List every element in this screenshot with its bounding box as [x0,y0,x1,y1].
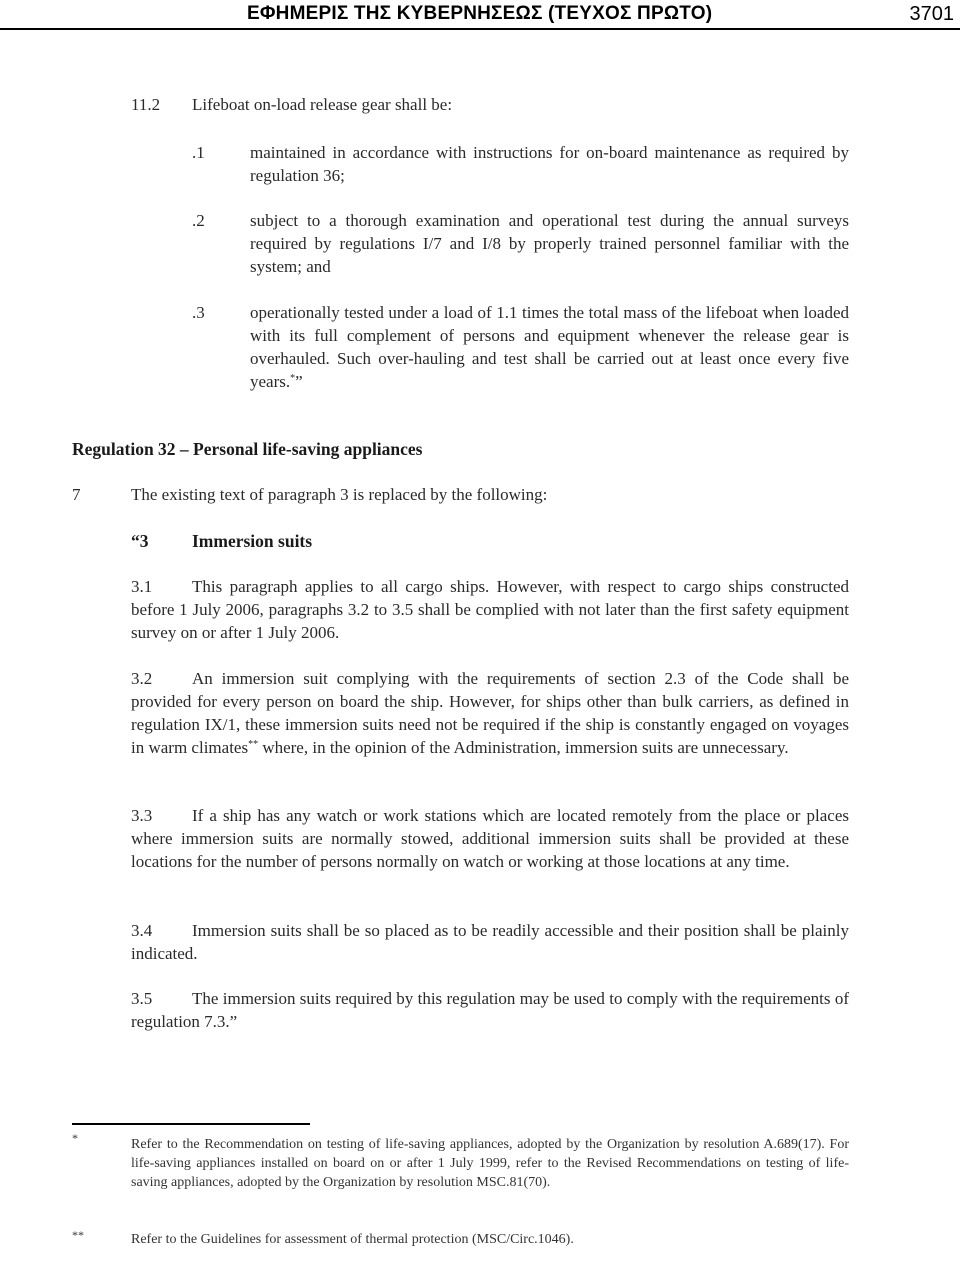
item-text: subject to a thorough examination and operational test during the annual surveys required by regulations I/7 and I/8 by properly trained personnel familiar with the system; and [250,211,849,276]
paragraph-3-2 [131,667,849,759]
regulation-heading: Regulation 32 – Personal life-saving appliances [72,439,423,459]
paragraph-number: 3.4 [131,921,153,940]
paragraph-text: This paragraph applies to all cargo ships. However, with respect to cargo ships constructed before 1 July 2006, paragraphs 3.2 to 3.5 shall be complied with not later than the first safety equipment survey on or after 1 July 2006. [131,577,849,642]
item-text: maintained in accordance with instructions for on-board maintenance as required by regulation 36; [250,143,849,185]
item-number: .3 [192,303,205,322]
footnote-ref[interactable]: ** [248,739,259,750]
subsection-title: Immersion suits [192,531,313,551]
footnote-mark: ** [72,1228,84,1242]
paragraph-text: If a ship has any watch or work stations which are located remotely from the place or places where immersion suits are normally stowed, additional immersion suits shall be provided at these locations for the number of persons normally on watch or working at those locations at any time. [131,806,849,871]
paragraph-text-cont: where, in the opinion of the Administration, immersion suits are unnecessary. [258,738,789,757]
item-number: .1 [192,143,205,162]
subsection-number: “3 [131,531,149,551]
item-text-content: operationally tested under a load of 1.1 times the total mass of the lifeboat when loaded with its full complement of persons and equipment whenever the release gear is overhauled. Such over-hauling and test shall be carried out at least once every five years. [250,303,849,391]
paragraph-3-4 [131,919,849,965]
paragraph-text: The existing text of paragraph 3 is replaced by the following: [131,485,548,504]
footnote-text: Refer to the Recommendation on testing of life-saving appliances, adopted by the Organization by resolution A.689(17). For life-saving appliances installed on board on or after 1 July 1999, refer to the Revised Recommendations on testing of life-saving appliances, adopted by the Organization by resolution MSC.81(70). [131,1137,849,1190]
item-number: .2 [192,211,205,230]
header-rule [0,28,960,30]
paragraph-number: 3.3 [131,806,153,825]
paragraph-3-5 [131,987,849,1033]
section-text: Lifeboat on-load release gear shall be: [192,95,453,114]
section-number: 11.2 [131,95,161,114]
paragraph-3-3 [131,804,849,873]
footnote-mark: * [72,1131,78,1145]
paragraph-number: 7 [72,485,81,504]
footnote-text: Refer to the Guidelines for assessment of thermal protection (MSC/Circ.1046). [131,1232,574,1247]
paragraph-number: 3.2 [131,669,153,688]
footnote-rule [72,1123,310,1125]
paragraph-text: An immersion suit complying with the requirements of section 2.3 of the Code shall be provided for every person on board the ship. However, for ships other than bulk carriers, as defined in regulation IX/1, these immersion suits need not be required if the ship is constantly engaged on voyages in warm climates [131,669,849,757]
paragraph-text: The immersion suits required by this regulation may be used to comply with the requirements of regulation 7.3.” [131,989,849,1031]
closing-quote: ” [295,372,303,391]
paragraph-number: 3.5 [131,989,153,1008]
paragraph-3-1 [131,575,849,644]
item-text [250,301,849,393]
gazette-title: ΕΦΗΜΕΡΙΣ ΤΗΣ ΚΥΒΕΡΝΗΣΕΩΣ (ΤΕΥΧΟΣ ΠΡΩΤΟ) [247,3,713,24]
paragraph-number: 3.1 [131,577,153,596]
page-header [0,0,960,30]
paragraph-text: Immersion suits shall be so placed as to be readily accessible and their position shall be plainly indicated. [131,921,849,963]
page-number: 3701 [909,3,954,25]
footnote-ref[interactable]: * [290,373,296,384]
